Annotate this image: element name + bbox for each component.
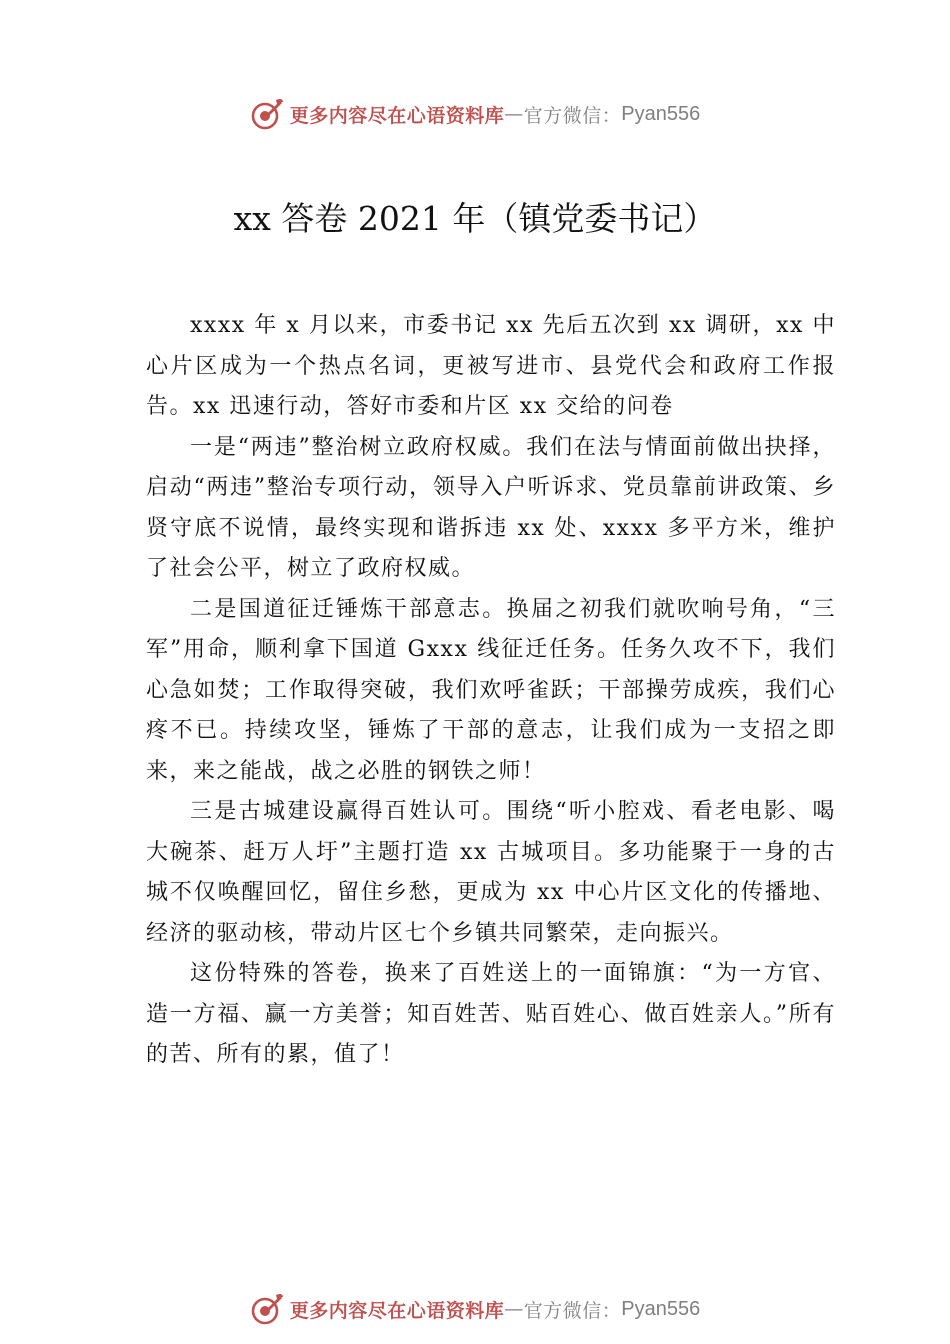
paragraph-point-3: 三是古城建设赢得百姓认可。围绕“听小腔戏、看老电影、喝大碗茶、赶万人圩”主题打造 xx 古城项目。多功能聚于一身的古城不仅唤醒回忆，留住乡愁，更成为 xx 中心片区文化的传播地、经济的驱动核，带动片区七个乡镇共同繁荣，走向振兴。 xyxy=(146,799,836,946)
document-title: xx 答卷 2021 年（镇党委书记） xyxy=(233,199,717,238)
quill-logo-icon xyxy=(250,1292,284,1326)
banner-wechat-label: 官方微信： xyxy=(523,1299,622,1322)
quill-logo-icon xyxy=(250,97,284,131)
paragraph-point-2: 二是国道征迁锤炼干部意志。换届之初我们就吹响号角，“三军”用命，顺利拿下国道 Gxxx 线征迁任务。任务久攻不下，我们心急如焚；工作取得突破，我们欢呼雀跃；干部操劳成疾，我们心疼不已。持续攻坚，锤炼了干部的意志，让我们成为一支招之即来，来之能战，战之必胜的钢铁之师！ xyxy=(146,596,836,784)
banner-wechat-label: 官方微信： xyxy=(523,104,622,127)
banner-wechat-id: Pyan556 xyxy=(621,1297,701,1320)
paragraph-intro: xxxx 年 x 月以来，市委书记 xx 先后五次到 xx 调研，xx 中心片区成为一个热点名词，更被写进市、县党代会和政府工作报告。xx 迅速行动，答好市委和片区 xx 交给的问卷 xyxy=(146,313,836,419)
header-banner xyxy=(0,94,950,134)
banner-wechat-id: Pyan556 xyxy=(621,102,701,125)
footer-banner xyxy=(0,1289,950,1329)
banner-brand-text: 更多内容尽在心语资料库 xyxy=(289,104,505,127)
paragraph-point-1: 一是“两违”整治树立政府权威。我们在法与情面前做出抉择，启动“两违”整治专项行动，领导入户听诉求、党员靠前讲政策、乡贤守底不说情，最终实现和谐拆违 xx 处、xxxx 多平方米，维护了社会公平，树立了政府权威。 xyxy=(146,434,836,581)
banner-brand-text: 更多内容尽在心语资料库 xyxy=(289,1299,505,1322)
paragraph-conclusion: 这份特殊的答卷，换来了百姓送上的一面锦旗：“为一方官、造一方福、赢一方美誉；知百姓苦、贴百姓心、做百姓亲人。”所有的苦、所有的累，值了！ xyxy=(146,961,836,1067)
document-body xyxy=(146,306,836,1076)
banner-separator: — xyxy=(504,1298,524,1320)
banner-separator: — xyxy=(504,103,524,125)
